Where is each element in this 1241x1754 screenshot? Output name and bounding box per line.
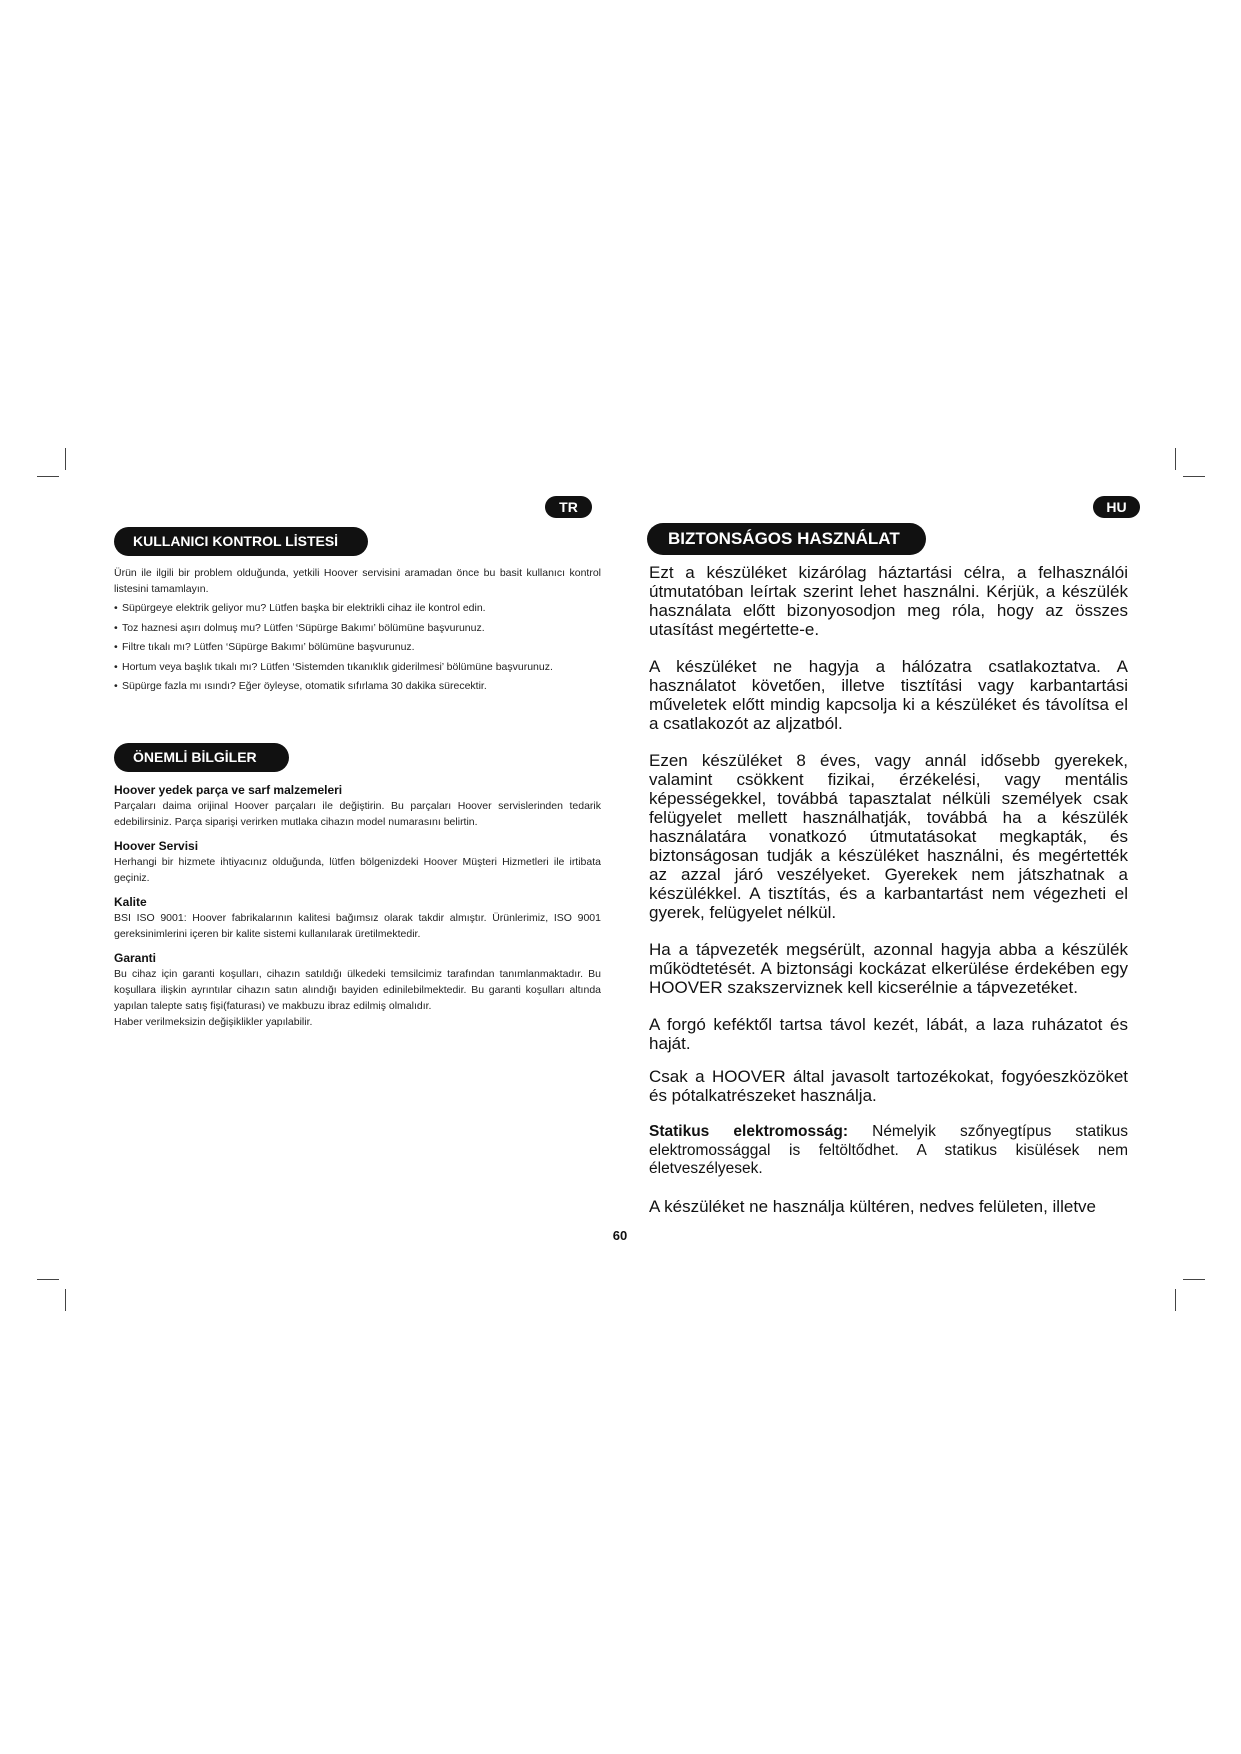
safety-paragraph: A készüléket ne használja kültéren, nedves felületen, illetve (649, 1196, 1096, 1216)
crop-mark (65, 1289, 66, 1311)
checklist-item: • Süpürgeye elektrik geliyor mu? Lütfen başka bir elektrikli cihaz ile kontrol edin. (114, 600, 601, 616)
checklist-intro: Ürün ile ilgili bir problem olduğunda, yetkili Hoover servisini aramadan önce bu basit kullanıcı kontrol listesini tamamlayın. (114, 567, 601, 595)
static-electricity-label: Statikus elektromosság: (649, 1123, 848, 1140)
service-heading: Hoover Servisi (114, 839, 199, 853)
crop-mark (1183, 476, 1205, 477)
safety-section (649, 563, 1128, 1234)
crop-mark (1175, 1289, 1176, 1311)
important-info-section (114, 782, 601, 1030)
section-header-safe-use: BIZTONSÁGOS HASZNÁLAT (647, 523, 926, 555)
crop-mark (1183, 1279, 1205, 1280)
crop-mark (1175, 448, 1176, 470)
safety-paragraph: Ha a tápvezeték megsérült, azonnal hagyja abba a készülék működtetését. A biztonsági kockázat elkerülése érdekében egy HOOVER szakszerviznek kell kicserélnie a tápvezetéket. (649, 940, 1128, 997)
safety-paragraph: A forgó keféktől tartsa távol kezét, lábát, a laza ruházatot és haját. (649, 1015, 1128, 1053)
checklist-section (114, 565, 601, 698)
checklist-list (114, 600, 601, 694)
page-number: 60 (612, 1228, 628, 1243)
warranty-heading: Garanti (114, 951, 157, 965)
checklist-item: • Toz haznesi aşırı dolmuş mu? Lütfen ‘Süpürge Bakımı’ bölümüne başvurunuz. (114, 620, 601, 636)
parts-text: Parçaları daima orijinal Hoover parçaları ile değiştirin. Bu parçaları Hoover servislerinden tedarik edebilirsiniz. Parça siparişi verirken mutlaka cihazın model numarasını belirtin. (114, 800, 601, 828)
static-electricity-text: Némelyik szőnyegtípus statikus elektromossággal is feltöltődhet. A statikus kisülések nem életveszélyesek. (649, 1123, 1128, 1177)
quality-text: BSI ISO 9001: Hoover fabrikalarının kalitesi bağımsız olarak takdir almıştır. Ürünlerimiz, ISO 9001 gereksinimlerini içeren bir kalite sistemi kullanılarak üretilmektedir. (114, 912, 601, 940)
parts-heading: Hoover yedek parça ve sarf malzemeleri (114, 783, 343, 797)
section-header-important-info: ÖNEMLİ BİLGİLER (114, 743, 289, 772)
checklist-item: • Süpürge fazla mı ısındı? Eğer öyleyse, otomatik sıfırlama 30 dakika sürecektir. (114, 678, 601, 694)
crop-mark (65, 448, 66, 470)
warranty-note: Haber verilmeksizin değişiklikler yapılabilir. (114, 1016, 313, 1028)
crop-mark (37, 476, 59, 477)
service-text: Herhangi bir hizmete ihtiyacınız olduğunda, lütfen bölgenizdeki Hoover Müşteri Hizmetleri ile irtibata geçiniz. (114, 856, 601, 884)
safety-paragraph: A készüléket ne hagyja a hálózatra csatlakoztatva. A használatot követően, illetve tisztítási vagy karbantartási műveletek előtt mindig kapcsolja ki a készüléket és távolítsa el a csatlakozót az aljzatból. (649, 657, 1128, 733)
checklist-item: • Hortum veya başlık tıkalı mı? Lütfen ‘Sistemden tıkanıklık giderilmesi’ bölümüne başvurunuz. (114, 659, 601, 675)
language-badge-tr: TR (545, 496, 592, 518)
safety-paragraph: Ezt a készüléket kizárólag háztartási célra, a felhasználói útmutatóban leírtak szerint lehet használni. Kérjük, a készülék használata előtt bizonyosodjon meg róla, hogy az összes utasítást megértette-e. (649, 563, 1128, 639)
quality-heading: Kalite (114, 895, 147, 909)
static-electricity-paragraph (649, 1123, 1128, 1179)
safety-paragraph: Ezen készüléket 8 éves, vagy annál idősebb gyerekek, valamint csökkent fizikai, érzékelési, vagy mentális képességekkel, továbbá tapasztalat nélküli személyek csak felügyelet mellett használhatják, továbbá ha a készülék használatára vonatkozó útmutatásokat megkapták, és biztonságosan tudják a készüléket használni, és megértették az azzal járó veszélyeket. Gyerekek nem játszhatnak a készülékkel. A tisztítás, és a karbantartást nem végezheti el gyerek, felügyelet nélkül. (649, 751, 1128, 922)
warranty-text: Bu cihaz için garanti koşulları, cihazın satıldığı ülkedeki temsilcimiz tarafından tanımlanmaktadır. Bu koşullara ilişkin ayrıntılar cihazın satın alındığı bayiden edinilebilmektedir. Bu garanti koşulları altında yapılan talepte satış fişi(faturası) ve makbuzu ibraz edilmiş olmalıdır. (114, 968, 601, 1012)
crop-mark (37, 1279, 59, 1280)
checklist-item: • Filtre tıkalı mı? Lütfen ‘Süpürge Bakımı’ bölümüne başvurunuz. (114, 639, 601, 655)
language-badge-hu: HU (1093, 496, 1140, 518)
section-header-checklist: KULLANICI KONTROL LİSTESİ (114, 527, 368, 556)
safety-paragraph: Csak a HOOVER által javasolt tartozékokat, fogyóeszközöket és pótalkatrészeket használja. (649, 1067, 1128, 1105)
